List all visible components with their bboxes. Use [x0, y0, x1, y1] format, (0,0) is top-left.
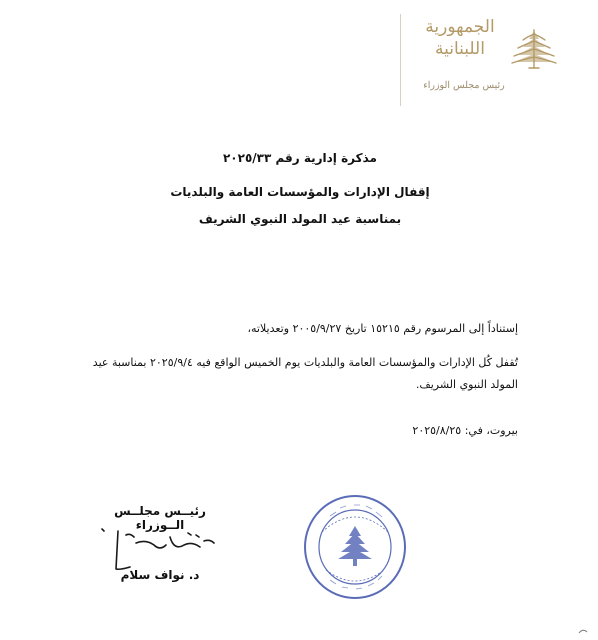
body-paragraph-1: إستناداً إلى المرسوم رقم ١٥٢١٥ تاريخ ٢٠٠٥/٩/٢٧ وتعديلاته، — [247, 322, 518, 335]
handwritten-signature — [96, 523, 226, 573]
letterhead-subtitle: رئيس مجلس الوزراء — [423, 80, 505, 91]
letterhead-line2: اللبنانية — [435, 39, 485, 59]
corner-mark — [576, 626, 590, 636]
signatory-name: د. نواف سلام — [120, 568, 200, 582]
letterhead — [400, 14, 561, 106]
memo-occasion: بمناسبة عيد المولد النبوي الشريف — [198, 212, 402, 226]
cedar-tree-icon — [509, 24, 559, 76]
memo-title: مذكرة إدارية رقم ٢٠٢٥/٣٣ — [222, 151, 377, 165]
cedar-tree-icon — [338, 526, 372, 566]
letterhead-line1: الجمهورية — [425, 17, 495, 37]
official-stamp — [300, 492, 410, 602]
body-paragraph-2: تُقفل كُل الإدارات والمؤسسات العامة والبلديات يوم الخميس الواقع فيه ٢٠٢٥/٩/٤ بمناسبة عيد المولد النبوي الشريف. — [92, 356, 518, 391]
dateline: بيروت، في: ٢٠٢٥/٨/٢٥ — [412, 424, 518, 437]
letterhead-title — [415, 16, 505, 60]
signatory-title: رئيــس مجلــس الــوزراء — [114, 504, 206, 532]
memo-subject: إقفال الإدارات والمؤسسات العامة والبلديات — [170, 185, 430, 199]
